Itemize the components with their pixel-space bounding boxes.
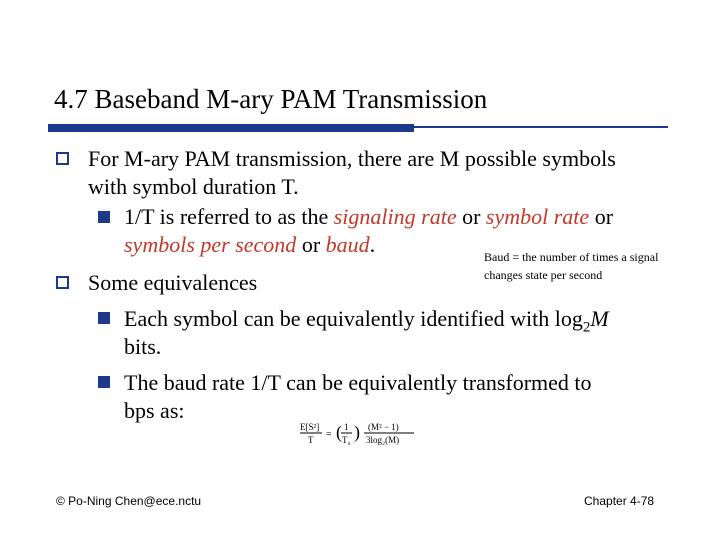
slide-title: 4.7 Baseband M-ary PAM Transmission <box>54 84 488 114</box>
formula-paren-num: 1 <box>344 422 349 432</box>
formula-rhs-num: (M² − 1) <box>368 422 399 432</box>
formula-paren-open: ( <box>336 422 342 442</box>
footer-author: © Po-Ning Chen@ece.nctu <box>56 494 202 508</box>
term-symbols-per-second: symbols per second <box>124 232 297 257</box>
formula-paren-close: ) <box>354 422 360 442</box>
formula-rhs-den: 3log₂(M) <box>366 435 400 445</box>
bullet-square-icon <box>56 276 69 289</box>
title-underline-accent <box>48 124 414 132</box>
sub-bullet-1-line-1 <box>124 204 613 230</box>
sub-bullet-icon <box>98 376 110 388</box>
text: Each symbol can be equivalently identified with log <box>124 306 583 331</box>
baud-note: Baud = the number of times a signal changes state per second <box>484 250 659 282</box>
text: or <box>301 232 321 257</box>
formula-lhs-num: E[S²] <box>300 422 320 432</box>
bullet-1-line-2: with symbol duration T. <box>88 174 299 199</box>
term-signaling-rate: signaling rate <box>333 204 457 229</box>
bps-formula <box>296 418 446 450</box>
term-symbol-rate: symbol rate <box>485 204 590 229</box>
formula-paren-den-sub: s <box>348 441 351 447</box>
text: 1/T is referred to as the <box>124 204 329 229</box>
var-m: M <box>590 306 609 331</box>
subscript: 2 <box>582 319 591 336</box>
sub-bullet-2b-line-1: The baud rate 1/T can be equivalently transformed to <box>124 370 592 395</box>
footer-page-number: Chapter 4-78 <box>584 494 655 508</box>
sub-bullet-icon <box>98 211 110 223</box>
text: or <box>594 204 614 229</box>
formula-paren-den: T <box>342 435 348 445</box>
sub-bullet-1-line-2 <box>124 232 375 258</box>
period: . <box>369 232 376 257</box>
text: or <box>462 204 481 229</box>
sub-bullet-2b-line-2: bps as: <box>124 398 185 423</box>
formula-eq: = <box>326 429 332 440</box>
sub-bullet-icon <box>98 312 110 324</box>
sub-bullet-2-line-1 <box>124 306 609 340</box>
bullet-1-line-1: For M-ary PAM transmission, there are M possible symbols <box>88 146 616 171</box>
sub-bullet-2-line-2: bits. <box>124 334 162 359</box>
term-baud: baud <box>325 232 370 257</box>
bullet-2-line-1: Some equivalences <box>88 270 258 295</box>
bullet-square-icon <box>56 152 69 165</box>
formula-lhs-den: T <box>308 435 314 445</box>
